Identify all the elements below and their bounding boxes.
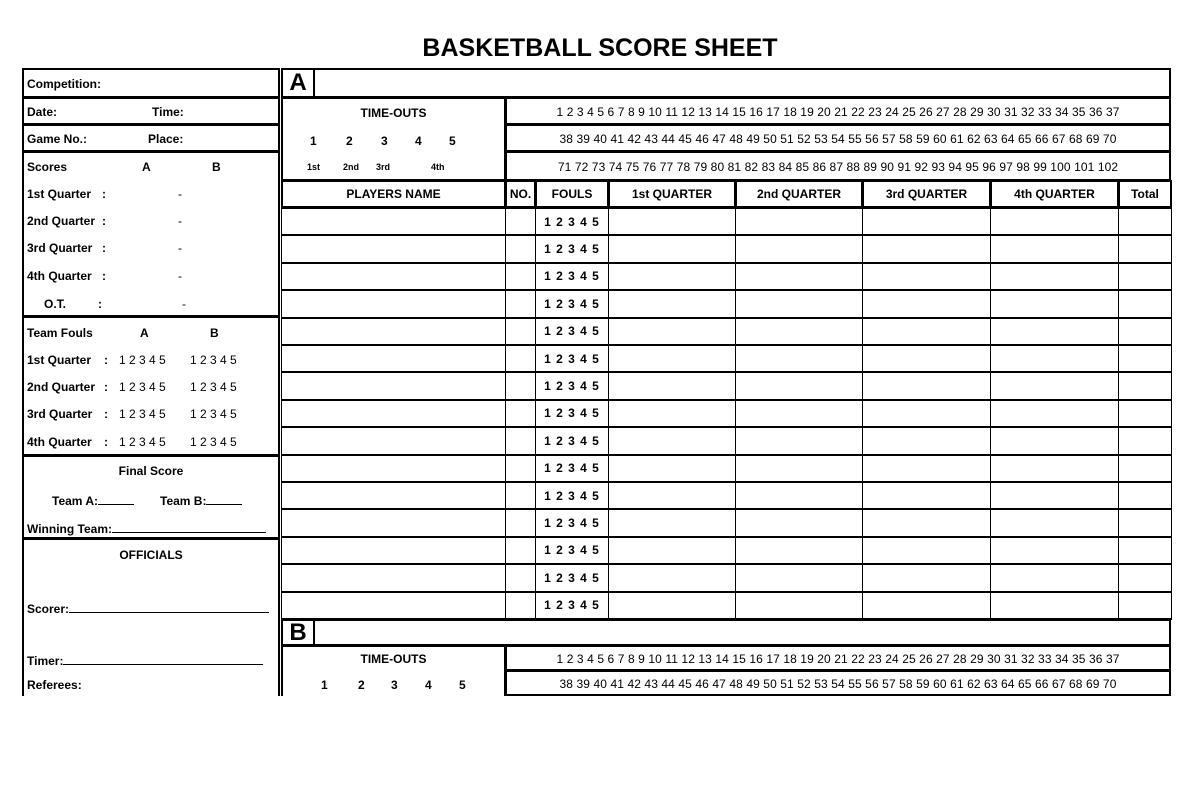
player-number-cell[interactable] [505, 234, 536, 263]
player-fouls-cell[interactable]: 1 2 3 4 5 [535, 481, 609, 510]
total-cell[interactable] [1118, 371, 1172, 400]
player-name-cell[interactable] [281, 454, 506, 483]
q3-points-cell[interactable] [862, 317, 991, 346]
total-cell[interactable] [1118, 234, 1172, 263]
player-fouls-cell[interactable]: 1 2 3 4 5 [535, 536, 609, 565]
player-number-cell[interactable] [505, 508, 536, 537]
q3-points-cell[interactable] [862, 289, 991, 318]
scores-label: Scores [27, 160, 68, 174]
player-name-cell[interactable] [281, 371, 506, 400]
player-number-cell[interactable] [505, 536, 536, 565]
team-b-score-field[interactable] [160, 492, 242, 508]
q4-points-cell[interactable] [990, 289, 1119, 318]
quarter-3rd: 3rd [376, 162, 391, 172]
running-score-row-1 [505, 97, 1171, 125]
player-fouls-cell[interactable]: 1 2 3 4 5 [535, 371, 609, 400]
winning-team-label: Winning Team: [27, 522, 112, 536]
q4-points-cell[interactable] [990, 262, 1119, 291]
player-number-cell[interactable] [505, 207, 536, 236]
player-number-cell[interactable] [505, 262, 536, 291]
player-fouls-cell[interactable]: 1 2 3 4 5 [535, 426, 609, 455]
q3-points-cell[interactable] [862, 426, 991, 455]
score-row-colon: : [98, 297, 102, 311]
team-b-name-row[interactable] [281, 619, 1171, 646]
q3-points-cell[interactable] [862, 262, 991, 291]
quarter-2nd: 2nd [343, 162, 360, 172]
q4-points-cell[interactable] [990, 563, 1119, 592]
header-4th-quarter: 4th QUARTER [990, 180, 1119, 208]
date-time-row[interactable] [22, 97, 280, 125]
player-name-cell[interactable] [281, 317, 506, 346]
total-cell[interactable] [1118, 289, 1172, 318]
q4-points-cell[interactable] [990, 481, 1119, 510]
q1-points-cell[interactable] [608, 591, 736, 620]
team-a-score-field[interactable] [52, 492, 134, 508]
score-row-colon: : [102, 269, 106, 283]
q1-points-cell[interactable] [608, 536, 736, 565]
header-2nd-quarter: 2nd QUARTER [735, 180, 863, 208]
timeout-2[interactable]: 2 [346, 134, 353, 148]
player-fouls-cell[interactable]: 1 2 3 4 5 [535, 399, 609, 428]
team-a-foul-marks[interactable]: 1 2 3 4 5 [119, 353, 166, 367]
final-score-heading: Final Score [118, 464, 184, 478]
q3-points-cell[interactable] [862, 481, 991, 510]
player-fouls-cell[interactable]: 1 2 3 4 5 [535, 207, 609, 236]
timer-blank[interactable] [63, 652, 263, 665]
team-b-foul-marks[interactable]: 1 2 3 4 5 [190, 353, 237, 367]
q2-points-cell[interactable] [735, 563, 863, 592]
q4-points-cell[interactable] [990, 426, 1119, 455]
date-label: Date: [27, 105, 58, 119]
score-row-label: O.T. [44, 297, 67, 311]
q1-points-cell[interactable] [608, 234, 736, 263]
total-cell[interactable] [1118, 317, 1172, 346]
score-row-label: 4th Quarter [27, 269, 92, 283]
total-cell[interactable] [1118, 207, 1172, 236]
running-score-numbers[interactable]: 1 2 3 4 5 6 7 8 9 10 11 12 13 14 15 16 17 18 19 20 21 22 23 24 25 26 27 28 29 30 31 32 33 34 35 36 37 [556, 652, 1120, 666]
player-number-cell[interactable] [505, 289, 536, 318]
running-score-row-2 [505, 124, 1171, 152]
timeout-4[interactable]: 4 [425, 678, 432, 692]
player-fouls-cell[interactable]: 1 2 3 4 5 [535, 262, 609, 291]
team-a-letter: A [283, 70, 315, 96]
score-row-colon: : [102, 187, 106, 201]
q3-points-cell[interactable] [862, 591, 991, 620]
player-number-cell[interactable] [505, 454, 536, 483]
running-score-numbers[interactable]: 71 72 73 74 75 76 77 78 79 80 81 82 83 84 85 86 87 88 89 90 91 92 93 94 95 96 97 98 99 100 101 102 [557, 160, 1119, 174]
team-fouls-col-a: A [140, 326, 149, 340]
q1-points-cell[interactable] [608, 426, 736, 455]
score-row-label: 1st Quarter [27, 187, 92, 201]
team-fouls-row-label: 3rd Quarter [27, 407, 93, 421]
quarter-4th: 4th [431, 162, 445, 172]
total-cell[interactable] [1118, 454, 1172, 483]
q1-points-cell[interactable] [608, 454, 736, 483]
team-fouls-section [22, 316, 280, 456]
total-cell[interactable] [1118, 399, 1172, 428]
player-number-cell[interactable] [505, 399, 536, 428]
timer-field[interactable] [27, 652, 263, 668]
team-fouls-row-colon: : [104, 407, 108, 421]
q2-points-cell[interactable] [735, 262, 863, 291]
timeout-4[interactable]: 4 [415, 134, 422, 148]
q3-points-cell[interactable] [862, 563, 991, 592]
q2-points-cell[interactable] [735, 234, 863, 263]
timeout-1[interactable]: 1 [321, 678, 328, 692]
scorer-field[interactable] [27, 600, 269, 616]
q2-points-cell[interactable] [735, 344, 863, 373]
timeout-1[interactable]: 1 [310, 134, 317, 148]
player-name-cell[interactable] [281, 563, 506, 592]
team-b-foul-marks[interactable]: 1 2 3 4 5 [190, 380, 237, 394]
running-score-row-2 [505, 670, 1171, 696]
winning-team-field[interactable] [27, 520, 266, 536]
officials-section [22, 538, 280, 696]
player-fouls-cell[interactable]: 1 2 3 4 5 [535, 344, 609, 373]
q2-points-cell[interactable] [735, 207, 863, 236]
player-fouls-cell[interactable]: 1 2 3 4 5 [535, 454, 609, 483]
total-cell[interactable] [1118, 344, 1172, 373]
game-place-row[interactable] [22, 124, 280, 152]
final-score-section [22, 455, 280, 539]
player-fouls-cell[interactable]: 1 2 3 4 5 [535, 508, 609, 537]
q4-points-cell[interactable] [990, 207, 1119, 236]
competition-field[interactable] [22, 68, 280, 98]
q4-points-cell[interactable] [990, 591, 1119, 620]
q1-points-cell[interactable] [608, 344, 736, 373]
team-b-foul-marks[interactable]: 1 2 3 4 5 [190, 407, 237, 421]
team-b-foul-marks[interactable]: 1 2 3 4 5 [190, 435, 237, 449]
team-b-blank[interactable] [206, 492, 242, 505]
scorer-label: Scorer: [27, 602, 70, 616]
player-fouls-cell[interactable]: 1 2 3 4 5 [535, 289, 609, 318]
running-score-numbers[interactable]: 38 39 40 41 42 43 44 45 46 47 48 49 50 51 52 53 54 55 56 57 58 59 60 61 62 63 64 65 66 67 68 69 70 [559, 677, 1117, 691]
q1-points-cell[interactable] [608, 399, 736, 428]
score-row-colon: : [102, 214, 106, 228]
q4-points-cell[interactable] [990, 508, 1119, 537]
player-name-cell[interactable] [281, 234, 506, 263]
team-fouls-row-label: 1st Quarter [27, 353, 92, 367]
team-fouls-row-colon: : [104, 435, 108, 449]
team-a-timeouts [281, 97, 506, 181]
place-label: Place: [148, 132, 184, 146]
total-cell[interactable] [1118, 481, 1172, 510]
team-b-timeouts [281, 645, 506, 696]
q3-points-cell[interactable] [862, 234, 991, 263]
total-cell[interactable] [1118, 563, 1172, 592]
total-cell[interactable] [1118, 591, 1172, 620]
score-row-blank[interactable]: - [178, 269, 182, 283]
total-cell[interactable] [1118, 262, 1172, 291]
player-number-cell[interactable] [505, 591, 536, 620]
team-a-foul-marks[interactable]: 1 2 3 4 5 [119, 380, 166, 394]
q4-points-cell[interactable] [990, 371, 1119, 400]
timer-label: Timer: [27, 654, 64, 668]
player-number-cell[interactable] [505, 563, 536, 592]
q1-points-cell[interactable] [608, 289, 736, 318]
timeout-5[interactable]: 5 [449, 134, 456, 148]
q4-points-cell[interactable] [990, 399, 1119, 428]
scores-col-b: B [212, 160, 221, 174]
player-name-cell[interactable] [281, 262, 506, 291]
timeout-3[interactable]: 3 [391, 678, 398, 692]
team-a-name-row[interactable] [281, 68, 1171, 98]
q3-points-cell[interactable] [862, 508, 991, 537]
player-number-cell[interactable] [505, 317, 536, 346]
q2-points-cell[interactable] [735, 399, 863, 428]
player-name-cell[interactable] [281, 536, 506, 565]
q3-points-cell[interactable] [862, 371, 991, 400]
header-total: Total [1118, 180, 1172, 208]
team-fouls-label: Team Fouls [27, 326, 93, 340]
team-fouls-row-colon: : [104, 380, 108, 394]
header-no: NO. [505, 180, 536, 208]
player-fouls-cell[interactable]: 1 2 3 4 5 [535, 591, 609, 620]
q2-points-cell[interactable] [735, 591, 863, 620]
timeouts-label: TIME-OUTS [360, 106, 427, 120]
team-fouls-row-label: 4th Quarter [27, 435, 92, 449]
q2-points-cell[interactable] [735, 454, 863, 483]
team-a-foul-marks[interactable]: 1 2 3 4 5 [119, 407, 166, 421]
q3-points-cell[interactable] [862, 399, 991, 428]
player-fouls-cell[interactable]: 1 2 3 4 5 [535, 317, 609, 346]
running-score-numbers[interactable]: 38 39 40 41 42 43 44 45 46 47 48 49 50 51 52 53 54 55 56 57 58 59 60 61 62 63 64 65 66 67 68 69 70 [559, 132, 1117, 146]
q4-points-cell[interactable] [990, 344, 1119, 373]
running-score-row-1 [505, 645, 1171, 671]
total-cell[interactable] [1118, 426, 1172, 455]
total-cell[interactable] [1118, 536, 1172, 565]
quarter-1st: 1st [307, 162, 321, 172]
q2-points-cell[interactable] [735, 481, 863, 510]
player-number-cell[interactable] [505, 371, 536, 400]
timeout-2[interactable]: 2 [358, 678, 365, 692]
scores-col-a: A [142, 160, 151, 174]
timeouts-label: TIME-OUTS [360, 652, 427, 666]
score-row-blank[interactable]: - [178, 187, 182, 201]
q1-points-cell[interactable] [608, 563, 736, 592]
game-no-label: Game No.: [27, 132, 88, 146]
referees-label: Referees: [27, 678, 82, 692]
q3-points-cell[interactable] [862, 536, 991, 565]
score-row-blank[interactable]: - [178, 214, 182, 228]
scores-section [22, 151, 280, 317]
team-b-letter: B [283, 621, 315, 644]
competition-label: Competition: [27, 77, 101, 91]
q4-points-cell[interactable] [990, 317, 1119, 346]
player-name-cell[interactable] [281, 508, 506, 537]
player-name-cell[interactable] [281, 289, 506, 318]
header-players-name: PLAYERS NAME [281, 180, 506, 208]
q2-points-cell[interactable] [735, 317, 863, 346]
q2-points-cell[interactable] [735, 371, 863, 400]
total-cell[interactable] [1118, 508, 1172, 537]
player-name-cell[interactable] [281, 399, 506, 428]
timeout-3[interactable]: 3 [381, 134, 388, 148]
page-title: BASKETBALL SCORE SHEET [422, 34, 778, 62]
running-score-row-3 [505, 151, 1171, 181]
winning-team-blank[interactable] [112, 520, 266, 533]
score-row-label: 3rd Quarter [27, 241, 93, 255]
running-score-numbers[interactable]: 1 2 3 4 5 6 7 8 9 10 11 12 13 14 15 16 17 18 19 20 21 22 23 24 25 26 27 28 29 30 31 32 33 34 35 36 37 [556, 105, 1120, 119]
timeout-5[interactable]: 5 [459, 678, 466, 692]
q4-points-cell[interactable] [990, 234, 1119, 263]
score-row-blank[interactable]: - [178, 241, 182, 255]
score-row-colon: : [102, 241, 106, 255]
player-name-cell[interactable] [281, 207, 506, 236]
team-a-label: Team A: [52, 494, 99, 508]
q1-points-cell[interactable] [608, 207, 736, 236]
player-fouls-cell[interactable]: 1 2 3 4 5 [535, 563, 609, 592]
q2-points-cell[interactable] [735, 536, 863, 565]
q2-points-cell[interactable] [735, 508, 863, 537]
q4-points-cell[interactable] [990, 454, 1119, 483]
score-row-label: 2nd Quarter [27, 214, 96, 228]
team-fouls-col-b: B [210, 326, 219, 340]
q1-points-cell[interactable] [608, 371, 736, 400]
scorer-blank[interactable] [69, 600, 269, 613]
header-3rd-quarter: 3rd QUARTER [862, 180, 991, 208]
team-a-foul-marks[interactable]: 1 2 3 4 5 [119, 435, 166, 449]
team-fouls-row-colon: : [104, 353, 108, 367]
q1-points-cell[interactable] [608, 262, 736, 291]
q4-points-cell[interactable] [990, 536, 1119, 565]
player-number-cell[interactable] [505, 426, 536, 455]
player-fouls-cell[interactable]: 1 2 3 4 5 [535, 234, 609, 263]
player-number-cell[interactable] [505, 344, 536, 373]
header-fouls: FOULS [535, 180, 609, 208]
team-b-label: Team B: [160, 494, 207, 508]
player-name-cell[interactable] [281, 591, 506, 620]
q1-points-cell[interactable] [608, 508, 736, 537]
q3-points-cell[interactable] [862, 344, 991, 373]
time-label: Time: [152, 105, 184, 119]
player-name-cell[interactable] [281, 344, 506, 373]
q2-points-cell[interactable] [735, 426, 863, 455]
team-a-blank[interactable] [98, 492, 134, 505]
q1-points-cell[interactable] [608, 317, 736, 346]
player-name-cell[interactable] [281, 426, 506, 455]
team-fouls-row-label: 2nd Quarter [27, 380, 96, 394]
player-number-cell[interactable] [505, 481, 536, 510]
q1-points-cell[interactable] [608, 481, 736, 510]
q3-points-cell[interactable] [862, 454, 991, 483]
score-row-blank[interactable]: - [182, 297, 186, 311]
q3-points-cell[interactable] [862, 207, 991, 236]
q2-points-cell[interactable] [735, 289, 863, 318]
officials-heading: OFFICIALS [119, 548, 183, 562]
header-1st-quarter: 1st QUARTER [608, 180, 736, 208]
player-name-cell[interactable] [281, 481, 506, 510]
